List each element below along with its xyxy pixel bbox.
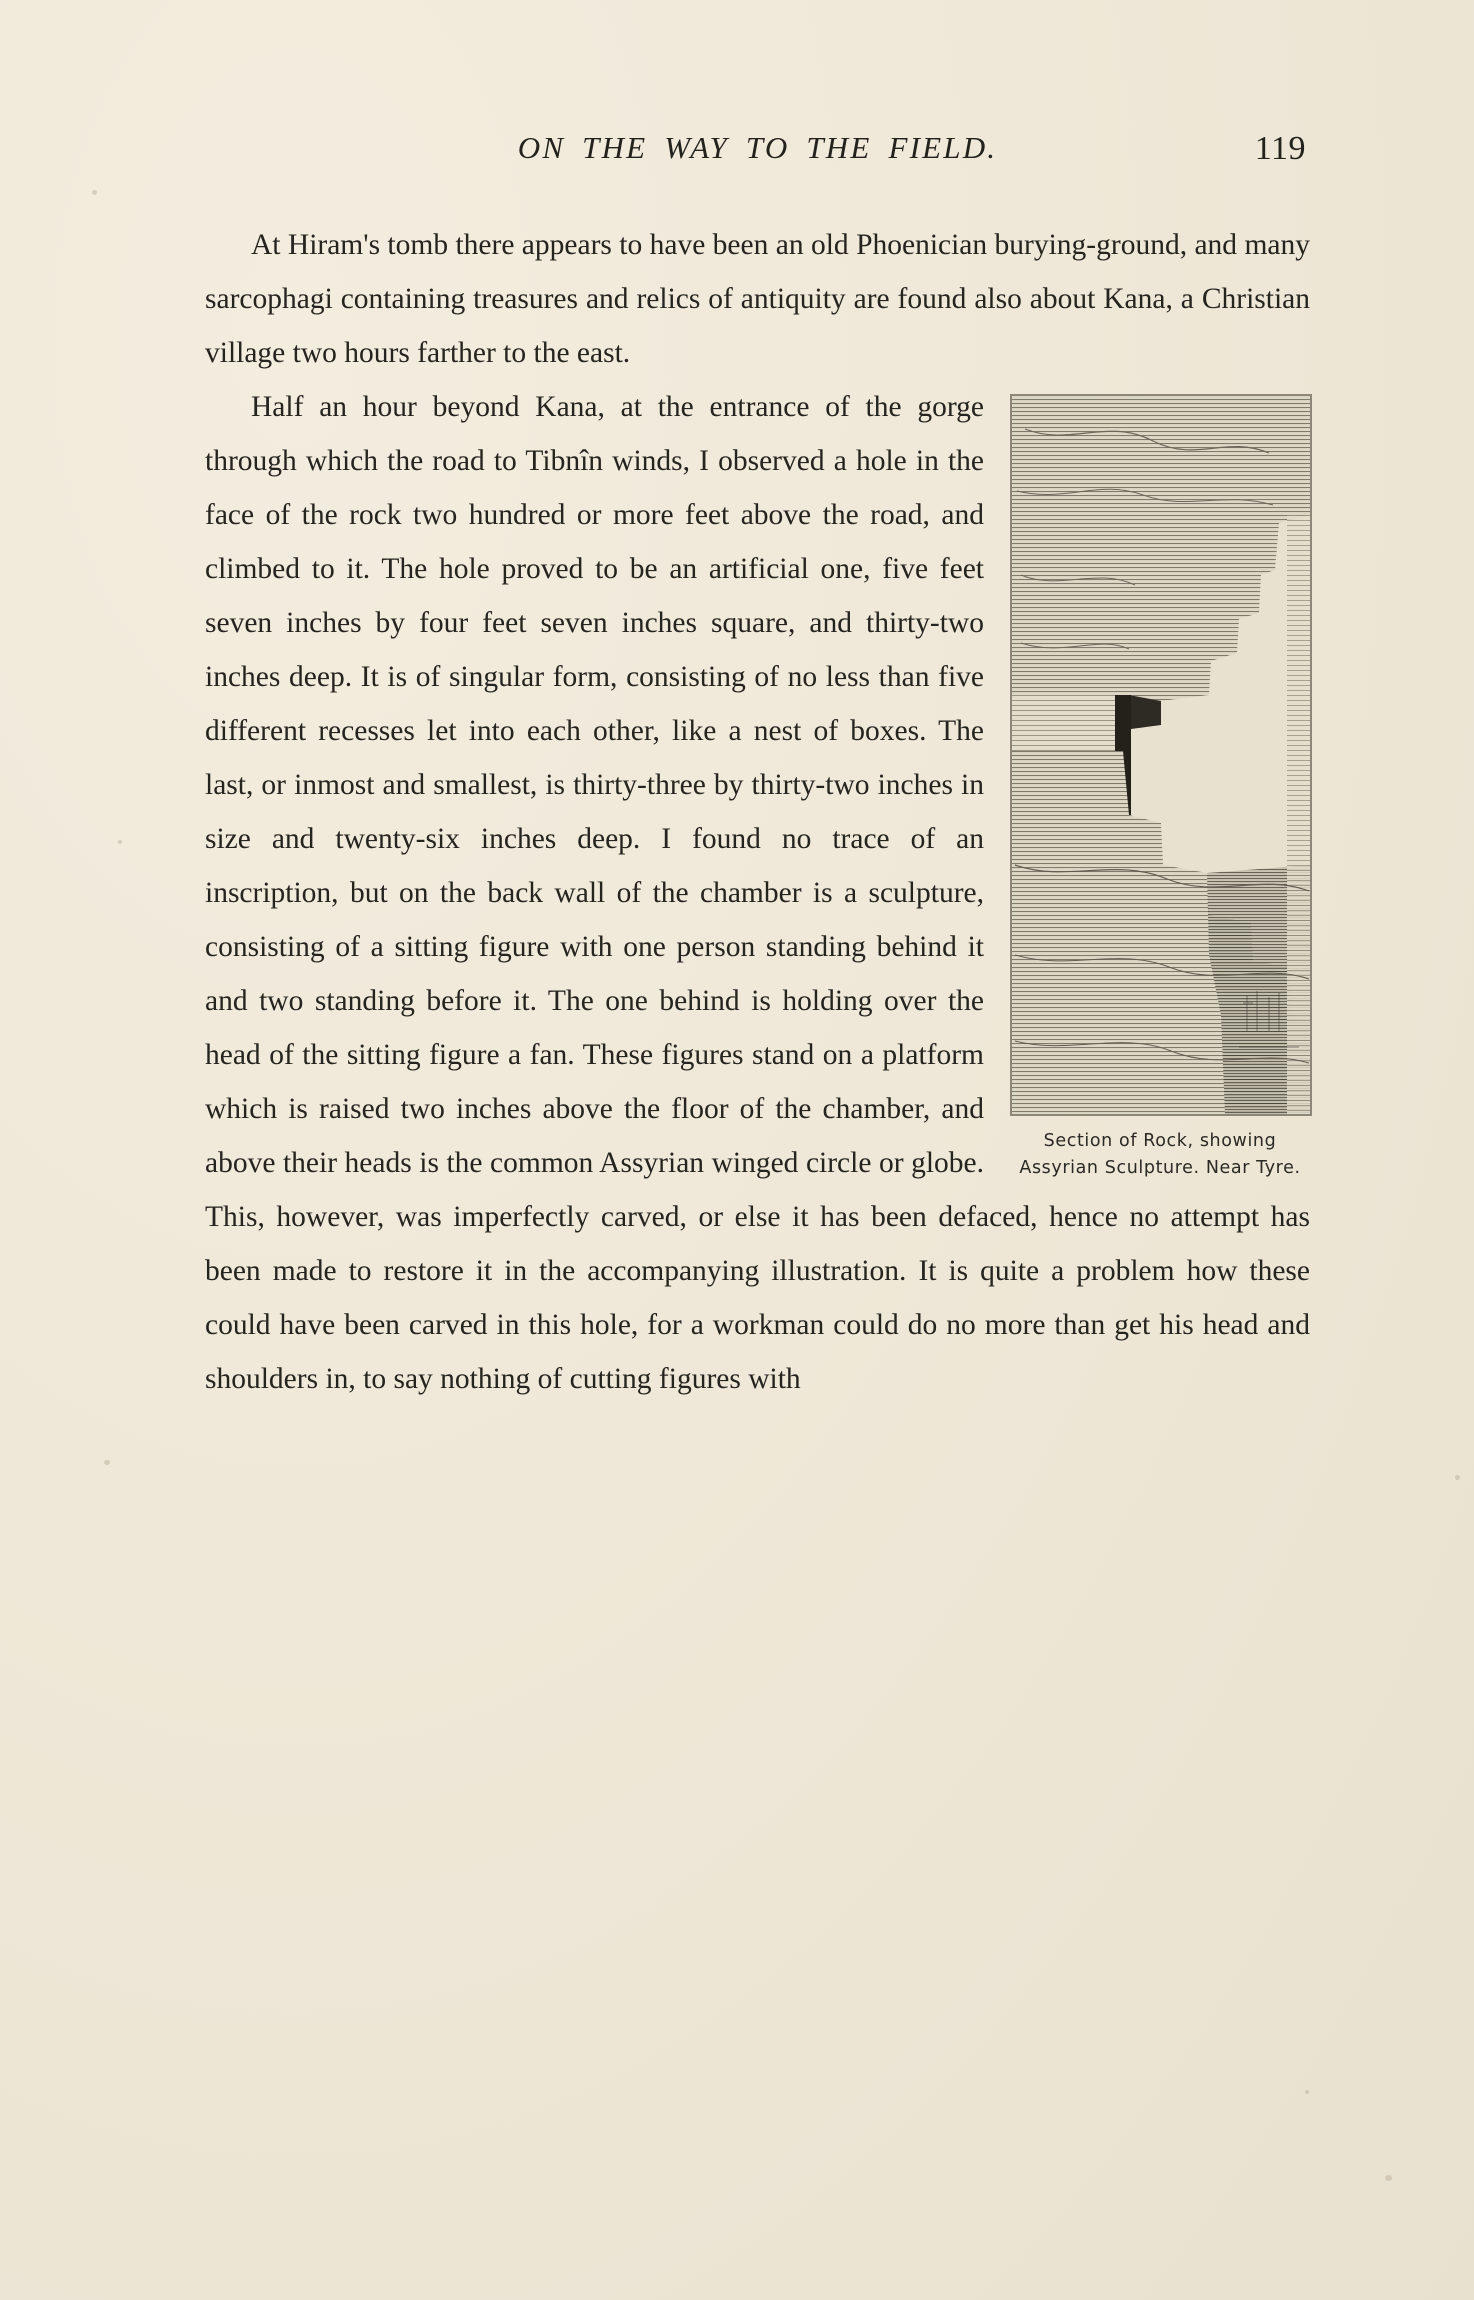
body-text: [205, 218, 1310, 1406]
running-head: [205, 130, 1310, 190]
rock-section-engraving: [1010, 394, 1312, 1116]
figure-caption: Section of Rock, showing Assyrian Sculpture. Near Tyre.: [1019, 1131, 1301, 1178]
figure-rock-section: [1010, 394, 1310, 1182]
paper-speck: [1455, 1475, 1460, 1480]
paper-speck: [1385, 2175, 1392, 2181]
paragraph-1: At Hiram's tomb there appears to have been an old Phoenician burying-ground, and many sarcophagi containing treasures and relics of antiquity are found also about Kana, a Christian village two hours farther to the east.: [205, 229, 1310, 369]
paragraph-2: Half an hour beyond Kana, at the entrance of the gorge through which the road to Tibnîn winds, I observed a hole in the face of the rock two hundred or more feet above the road, and climbed to it. The hole proved to be an artificial one, five feet seven inches by four feet seven inches square, and thirty-two inches deep. It is of singular form, consisting of no less than five different recesses let into each other, like a nest of boxes. The last, or inmost and smallest, is thirty-three by thirty-two inches in size and twenty-six inches deep. I found no trace of an inscription, but on the back wall of the chamber is a sculpture, consisting of a sitting figure with one person standing behind it and two standing before it. The one behind is holding over the head of the sitting figure a fan. These figures stand on a platform which is raised two inches above the floor of the chamber, and above their heads is the common Assyrian winged circle or globe. This, however, was imperfectly carved, or else it has been defaced, hence no attempt has been made to restore it in the accompanying illustration. It is quite a problem how these could have been carved in this hole, for a workman could do no more than get his head and shoulders in, to say nothing of cutting figures with: [205, 391, 1310, 1395]
paper-speck: [1305, 2090, 1309, 2094]
page-content: [205, 130, 1310, 1406]
paper-speck: [118, 840, 122, 844]
paper-speck: [92, 190, 97, 195]
page-number: 119: [1254, 130, 1306, 167]
page-title: ON THE WAY TO THE FIELD.: [517, 130, 998, 165]
paper-speck: [104, 1460, 110, 1465]
